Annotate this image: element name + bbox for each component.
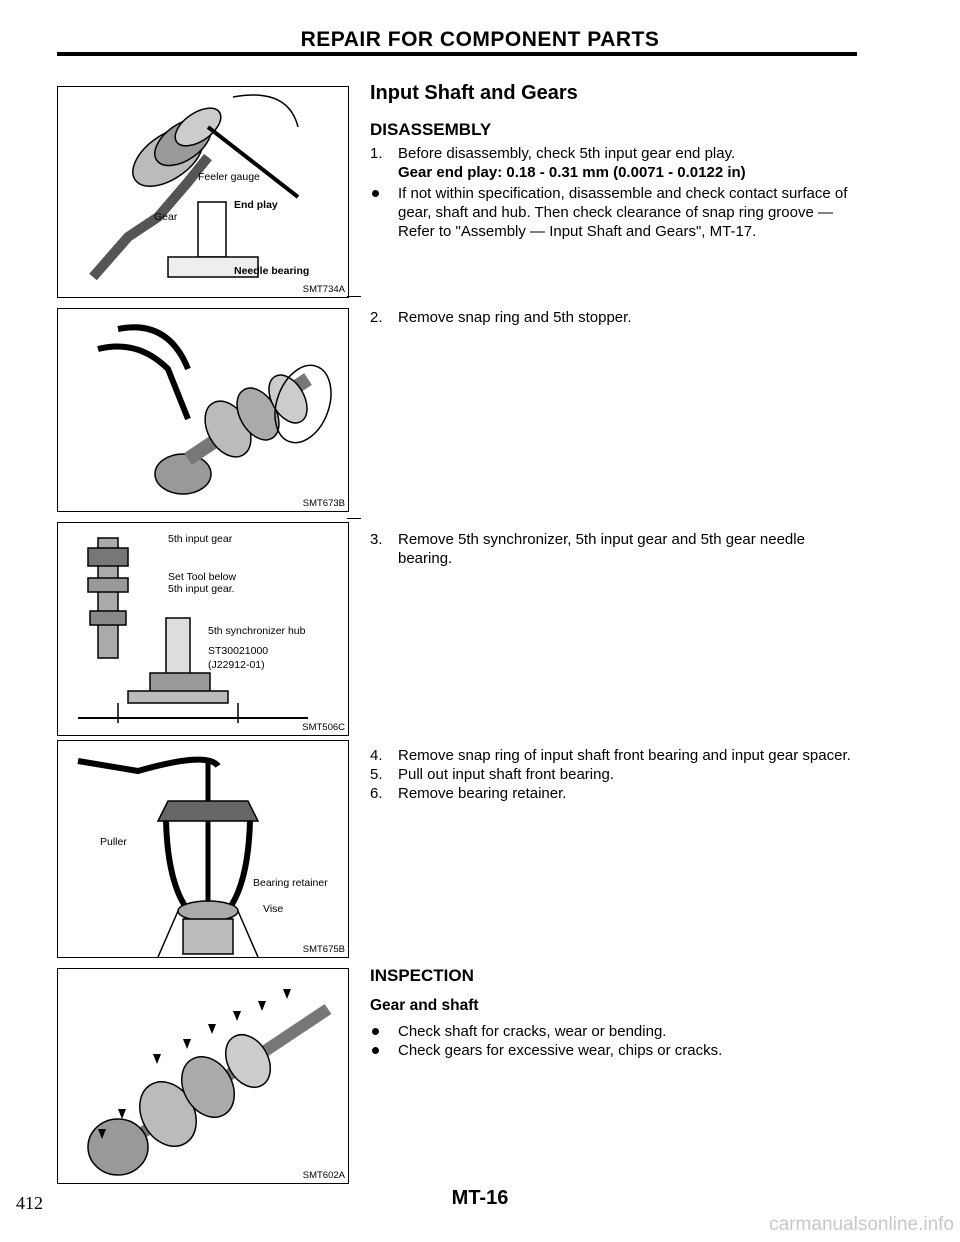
label-needle-bearing: Needle bearing — [234, 265, 310, 277]
section-title: Input Shaft and Gears — [370, 82, 578, 104]
check-text: Check gears for excessive wear, chips or cracks. — [398, 1042, 723, 1059]
step-text: Pull out input shaft front bearing. — [398, 766, 614, 783]
figure-bearing-puller — [57, 740, 349, 958]
figure-feeler-gauge — [57, 86, 349, 298]
inspection-checks — [370, 1022, 860, 1060]
figure-gear-inspection — [57, 968, 349, 1184]
disassembly-heading: DISASSEMBLY — [370, 120, 492, 139]
bullet-icon — [372, 1047, 379, 1054]
step-1 — [370, 144, 860, 241]
label-gear: Gear — [154, 211, 178, 223]
bearing-puller-illustration — [58, 741, 348, 957]
bullet-icon — [372, 1028, 379, 1035]
step-text: Before disassembly, check 5th input gear end play. — [398, 145, 736, 162]
step-text: Remove 5th synchronizer, 5th input gear and 5th gear needle bearing. — [398, 531, 805, 567]
gear-shaft-illustration — [58, 969, 348, 1183]
label-synchronizer-hub: 5th synchronizer hub — [208, 625, 306, 637]
label-tool-alt: (J22912-01) — [208, 659, 265, 671]
step-text: Remove snap ring of input shaft front bearing and input gear spacer. — [398, 747, 851, 764]
label-5th-input-gear: 5th input gear — [168, 533, 233, 545]
figure-snap-ring-removal — [57, 308, 349, 512]
label-end-play: End play — [234, 199, 278, 211]
figure-code: SMT602A — [302, 1170, 345, 1181]
label-set-tool-cont: 5th input gear. — [168, 583, 235, 595]
step-number: 2. — [370, 309, 383, 326]
figure-tick — [347, 518, 361, 519]
page-header: REPAIR FOR COMPONENT PARTS — [300, 28, 660, 51]
step-text: Remove bearing retainer. — [398, 785, 567, 802]
figure-synchronizer-removal — [57, 522, 349, 736]
label-vise: Vise — [263, 903, 284, 915]
label-bearing-retainer: Bearing retainer — [253, 877, 328, 889]
label-set-tool: Set Tool below — [168, 571, 237, 583]
step-3 — [370, 530, 860, 568]
step-number: 5. — [370, 766, 383, 783]
header-rule — [57, 52, 857, 56]
step-2 — [370, 308, 860, 327]
label-puller: Puller — [100, 836, 127, 848]
steps-4-6 — [370, 746, 860, 803]
watermark: carmanualsonline.info — [769, 1214, 954, 1235]
figure-code: SMT506C — [302, 722, 345, 733]
figure-code: SMT734A — [302, 284, 345, 295]
figure-tick — [347, 296, 361, 297]
check-text: Check shaft for cracks, wear or bending. — [398, 1023, 667, 1040]
label-tool-number: ST30021000 — [208, 645, 269, 657]
figure-code: SMT675B — [302, 944, 345, 955]
figure-code: SMT673B — [302, 498, 345, 509]
step-text: Remove snap ring and 5th stopper. — [398, 309, 632, 326]
step-number: 1. — [370, 145, 383, 162]
page-code: MT-16 — [451, 1187, 509, 1209]
page-number: 412 — [16, 1193, 43, 1213]
step-number: 6. — [370, 785, 383, 802]
step-number: 3. — [370, 531, 383, 548]
inspection-heading: INSPECTION — [370, 966, 474, 985]
gear-shaft-heading: Gear and shaft — [370, 997, 479, 1014]
step-number: 4. — [370, 747, 383, 764]
gear-end-play-spec: Gear end play: 0.18 - 0.31 mm (0.0071 - 0.0122 in) — [398, 164, 746, 181]
label-feeler-gauge: Feeler gauge — [198, 171, 260, 183]
snap-ring-illustration — [58, 309, 348, 511]
bullet-text: If not within specification, disassemble and check contact surface of gear, shaft and hub. Then check clearance of snap ring groove — Refer to "Assembly — Input Shaft and Gears", MT-17. — [398, 185, 848, 240]
bullet-icon — [372, 190, 379, 197]
